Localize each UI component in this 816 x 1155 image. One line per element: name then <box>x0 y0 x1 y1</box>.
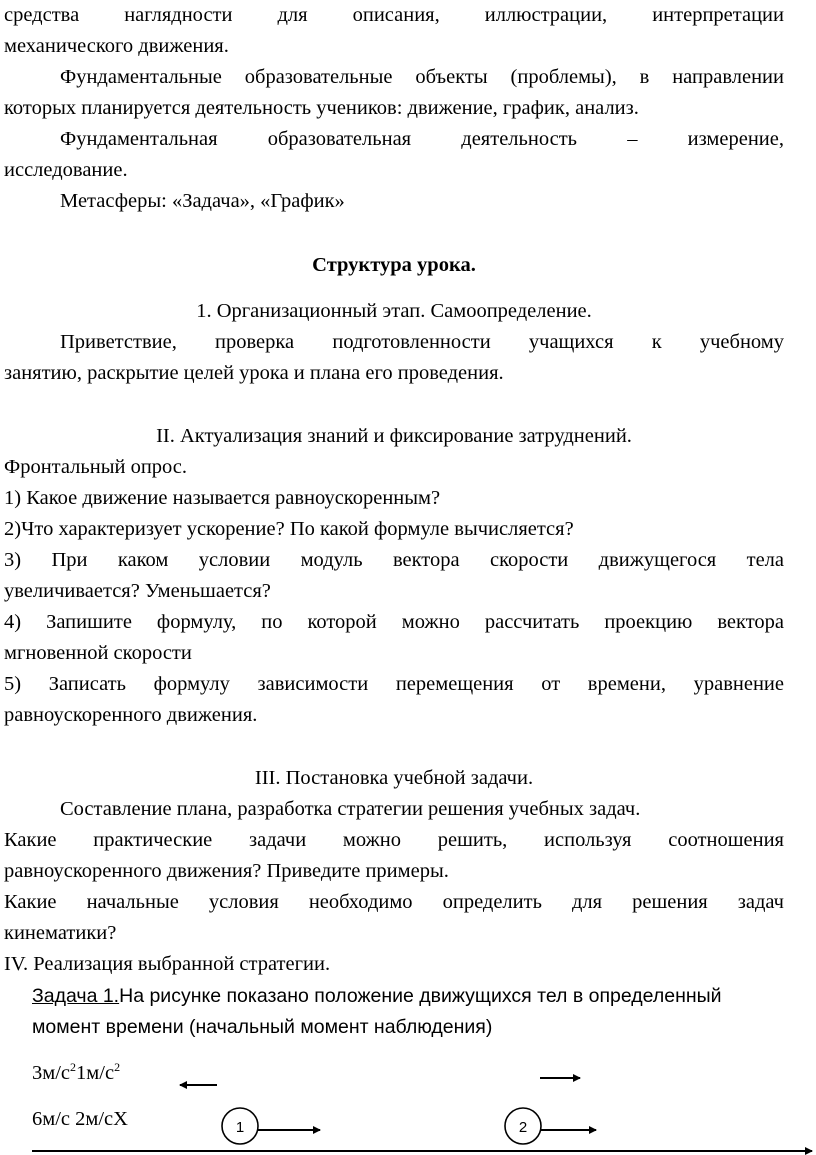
acceleration-1-label: 3м/с <box>32 1062 71 1084</box>
body-1-label: 1 <box>235 1119 245 1136</box>
question-line: увеличивается? Уменьшается? <box>4 580 271 602</box>
acceleration-1-exponent: 2 <box>70 1060 77 1075</box>
paragraph-line: кинематики? <box>4 922 117 944</box>
section-heading: II. Актуализация знаний и фиксирование затруднений. <box>156 425 632 447</box>
task-text: На рисунке показано положение движущихся тел в определенный <box>119 985 722 1007</box>
section-heading: 1. Организационный этап. Самоопределение. <box>196 300 592 322</box>
question-line: 4) Запишите формулу, по которой можно рассчитать проекцию вектора <box>4 611 784 633</box>
paragraph-line: Приветствие, проверка подготовленности учащихся к учебному <box>60 331 784 353</box>
paragraph-line: Какие практические задачи можно решить, используя соотношения <box>4 829 784 851</box>
paragraph-line: Фронтальный опрос. <box>4 456 188 478</box>
paragraph-line: Фундаментальные образовательные объекты (проблемы), в направлении <box>60 66 784 88</box>
paragraph-line: механического движения. <box>4 35 229 57</box>
paragraph-line: Метасферы: «Задача», «График» <box>60 190 345 212</box>
paragraph-line: средства наглядности для описания, иллюстрации, интерпретации <box>4 4 784 26</box>
paragraph-line: которых планируется деятельность учеников: движение, график, анализ. <box>4 97 639 119</box>
paragraph-line: равноускоренного движения? Приведите примеры. <box>4 860 449 882</box>
paragraph-line: занятию, раскрытие целей урока и плана его проведения. <box>4 362 504 384</box>
question-line: мгновенной скорости <box>4 642 192 664</box>
question-line: 3) При каком условии модуль вектора скорости движущегося тела <box>4 549 784 571</box>
paragraph-line: Составление плана, разработка стратегии решения учебных задач. <box>60 798 641 820</box>
task-line <box>32 981 784 1012</box>
question-line: равноускоренного движения. <box>4 704 258 726</box>
acceleration-2-exponent: 2 <box>114 1060 121 1075</box>
question-line: 5) Записать формулу зависимости перемещения от времени, уравнение <box>4 673 784 695</box>
question-line: 2)Что характеризует ускорение? По какой формуле вычисляется? <box>4 518 574 540</box>
speed-labels: 6м/с 2м/сX <box>32 1108 128 1130</box>
task-line: момент времени (начальный момент наблюдения) <box>32 1016 493 1038</box>
section-heading: III. Постановка учебной задачи. <box>254 767 534 789</box>
task-label: Задача 1. <box>32 985 120 1007</box>
acceleration-2-label: 1м/с <box>76 1062 115 1084</box>
paragraph-line: Фундаментальная образовательная деятельность – измерение, <box>60 128 784 150</box>
section-title: Структура урока. <box>312 254 476 276</box>
body-2-label: 2 <box>518 1119 528 1136</box>
paragraph-line: Какие начальные условия необходимо определить для решения задач <box>4 891 784 913</box>
motion-figure <box>0 1060 816 1155</box>
question-line: 1) Какое движение называется равноускоренным? <box>4 487 441 509</box>
section-heading: IV. Реализация выбранной стратегии. <box>4 953 331 975</box>
paragraph-line: исследование. <box>4 159 128 181</box>
